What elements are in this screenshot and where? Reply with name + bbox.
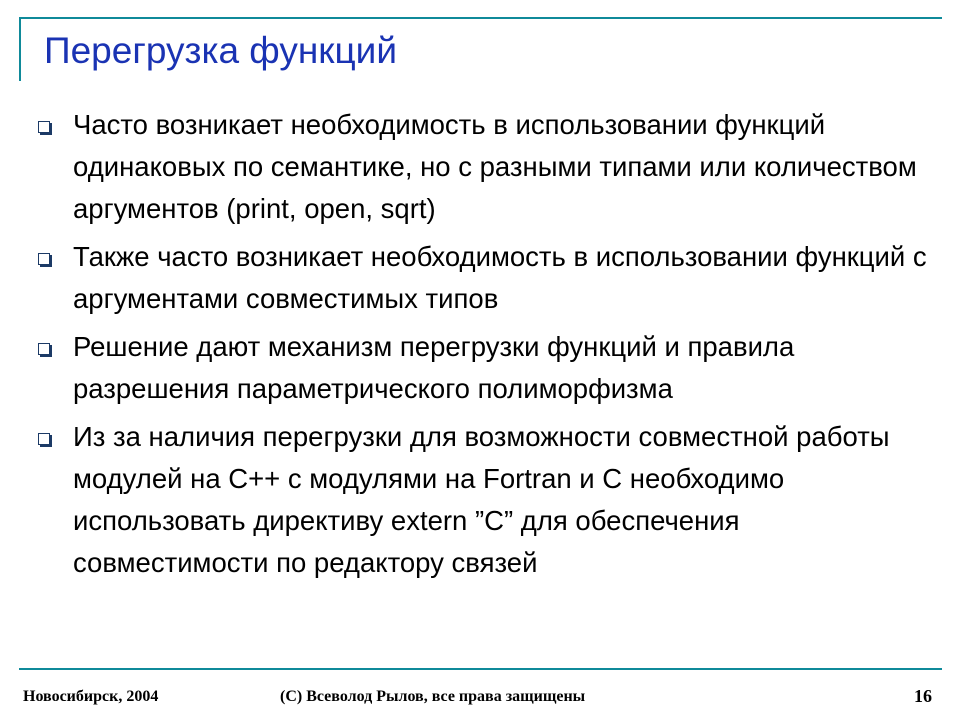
bullet-list [34, 104, 934, 590]
bullet-text: Часто возникает необходимость в использовании функций одинаковых по семантике, но с разными типами или количеством аргументов (print, open, sqrt) [73, 109, 917, 224]
bullet-item [34, 104, 934, 230]
footer-rule [19, 668, 942, 670]
bullet-item [34, 326, 934, 410]
bullet-text: Из за наличия перегрузки для возможности совместной работы модулей на C++ с модулями на Fortran и C необходимо использовать директиву extern ”C” для обеспечения совместимости по редактору связей [73, 421, 890, 578]
footer-location-year: Новосибирск, 2004 [23, 688, 159, 705]
title-left-rule [19, 17, 21, 81]
footer-copyright: (C) Всеволод Рылов, все права защищены [280, 688, 586, 705]
square-bullet-icon [38, 121, 50, 133]
bullet-text: Решение дают механизм перегрузки функций и правила разрешения параметрического полиморфизма [73, 331, 795, 404]
slide-title: Перегрузка функций [44, 30, 397, 71]
square-bullet-icon [38, 343, 50, 355]
page-number: 16 [914, 686, 932, 706]
square-bullet-icon [38, 433, 50, 445]
bullet-text: Также часто возникает необходимость в использовании функций с аргументами совместимых типов [73, 241, 927, 314]
square-bullet-icon [38, 253, 50, 265]
title-top-rule [19, 17, 942, 19]
bullet-item [34, 416, 934, 584]
bullet-item [34, 236, 934, 320]
